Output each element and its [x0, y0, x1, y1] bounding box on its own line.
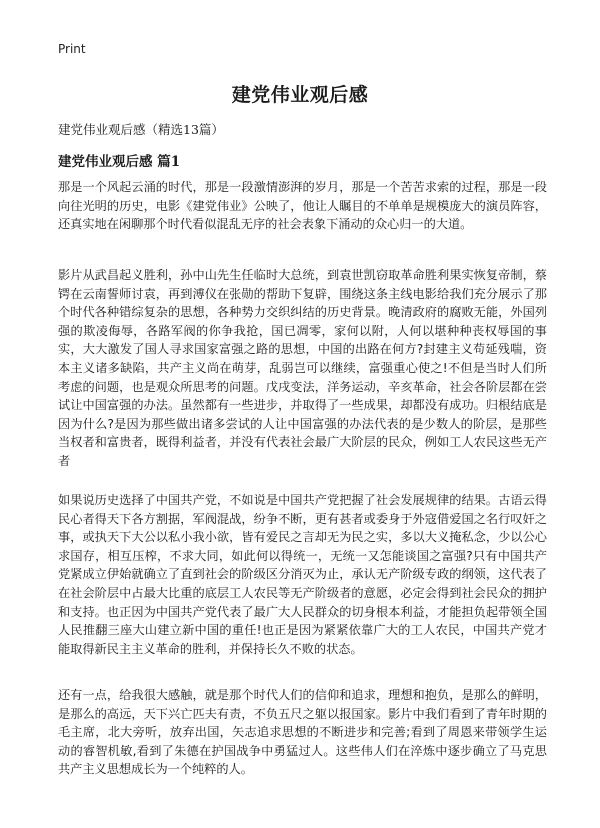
- paragraph: 还有一点，给我很大感触，就是那个时代人们的信仰和追求，理想和抱负，是那么的鲜明，是那么的高远，天下兴亡匹夫有责，不负五尺之躯以报国家。影片中我们看到了青年时期的毛主席，北大旁听，放弃出国，矢志追求思想的不断进步和完善;看到了周恩来带领学生运动的睿智机敏,看到了朱德在护国战争中勇猛过人。这些伟人们在淬炼中逐步确立了马克思共产主义思想成长为一个纯粹的人。: [58, 688, 547, 777]
- article-subtitle: 建党伟业观后感（精选13篇）: [58, 122, 224, 137]
- paragraph: 那是一个风起云涌的时代，那是一段激情澎湃的岁月，那是一个苦苦求索的过程，那是一段向往光明的历史，电影《建党伟业》公映了，他让人瞩目的不单单是规模庞大的演员阵容，还真实地在闲聊那个时代看似混乱无序的社会表象下涌动的众心归一的大道。: [58, 180, 547, 232]
- print-link[interactable]: Print: [58, 42, 86, 56]
- page-title: 建党伟业观后感: [231, 84, 369, 106]
- paragraph: 如果说历史选择了中国共产党，不如说是中国共产党把握了社会发展规律的结果。古语云得民心者得天下各方割据，军阀混战，纷争不断，更有甚者或委身于外寇借爱国之名行叹奸之事，或执天下大公以私小我小欲，皆有爱民之言却无为民之实，多以大义掩私念，少以公心求国存，相互压榨，不求大同，如此何以得统一，无统一又怎能谈国之富强?只有中国共产党紧成立伊始就确立了直到社会的阶级区分消灭为止，承认无产阶级专政的纲领，这代表了在社会阶层中占最大比重的底层工人农民等无产阶级者的意愿，必定会得到社会民众的拥护和支持。也正因为中国共产党代表了最广大人民群众的切身根本利益，才能担负起带领全国人民推翻三座大山建立新中国的重任!也正是因为紧紧依靠广大的工人农民，中国共产党才能取得新民主主义革命的胜利，并保持长久不败的状态。: [58, 493, 547, 656]
- section-heading: 建党伟业观后感 篇1: [58, 154, 181, 170]
- paragraph: 影片从武昌起义胜利，孙中山先生任临时大总统，到袁世凯窃取革命胜利果实恢复帝制，蔡锷在云南誓师讨袁，再到溥仪在张勋的帮助下复辟，围绕这条主线电影给我们充分展示了那个时代各种错综复杂的思想，各种势力交织纠结的历史背景。晚清政府的腐败无能，外国列强的欺凌侮辱，各路军阀的你争我抢，国已凋零，家何以附，人何以堪种种丧权辱国的事实，大大激发了国人寻求国家富强之路的思想，中国的出路在何方?封建主义苟延残喘，资本主义诸多缺陷，共产主义尚在萌芽，乱弱岂可以继续，富强重心使之!不但是当时人们所考虑的问题，也是观众所思考的问题。戊戌变法，洋务运动，辛亥革命，社会各阶层都在尝试让中国富强的办法。虽然都有一些进步，并取得了一些成果，却都没有成功。归根结底是因为什么?是因为那些做出诸多尝试的人让中国富强的办法代表的是少数人的阶层，是那些当权者和富贵者，既得利益者，并没有代表社会最广大阶层的民众，例如工人农民这些无产者: [58, 268, 547, 468]
